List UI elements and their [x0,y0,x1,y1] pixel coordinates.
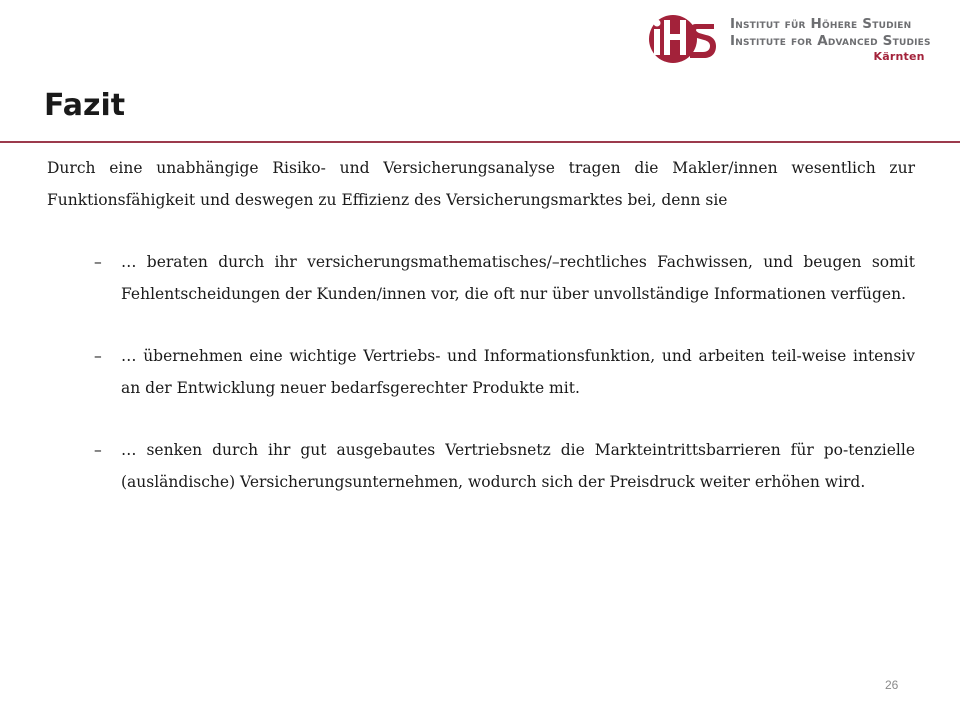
logo-line-institute: Institute for Advanced Studies [730,33,931,49]
bullet-list [47,246,915,498]
bullet-dash: – [94,253,102,271]
logo-line-kaernten: Kärnten [873,50,925,63]
logo-line-institut: Institut für Höhere Studien [730,16,912,32]
ihs-logo [648,12,948,70]
bullet-item-2 [47,340,915,404]
bullet-dash: – [94,347,102,365]
bullet-dash: – [94,441,102,459]
title-divider [0,141,960,143]
page-number: 26 [885,678,899,692]
bullet-item-3 [47,434,915,498]
bullet-text: … übernehmen eine wichtige Vertriebs- und Informationsfunktion, und arbeiten teil-weise intensiv an der Entwicklung neuer bedarfsgerechter Produkte mit. [121,347,915,397]
bullet-item-1 [47,246,915,310]
intro-paragraph: Durch eine unabhängige Risiko- und Versicherungsanalyse tragen die Makler/innen wesentlich zur Funktionsfähigkeit und deswegen zu Effizienz des Versicherungsmarktes bei, denn sie [47,159,915,209]
slide-content [47,152,915,528]
slide-title: Fazit [44,88,126,123]
bullet-text: … beraten durch ihr versicherungsmathematisches/–rechtliches Fachwissen, und beugen somit Fehlentscheidungen der Kunden/innen vor, die oft nur über unvollständige Informationen verfügen. [121,253,915,303]
ihs-logo-mark [648,14,718,64]
bullet-text: … senken durch ihr gut ausgebautes Vertriebsnetz die Markteintrittsbarrieren für po-tenzielle (ausländische) Versicherungsunternehmen, wodurch sich der Preisdruck weiter erhöhen wird. [121,441,915,491]
ihs-logo-text [730,16,931,63]
